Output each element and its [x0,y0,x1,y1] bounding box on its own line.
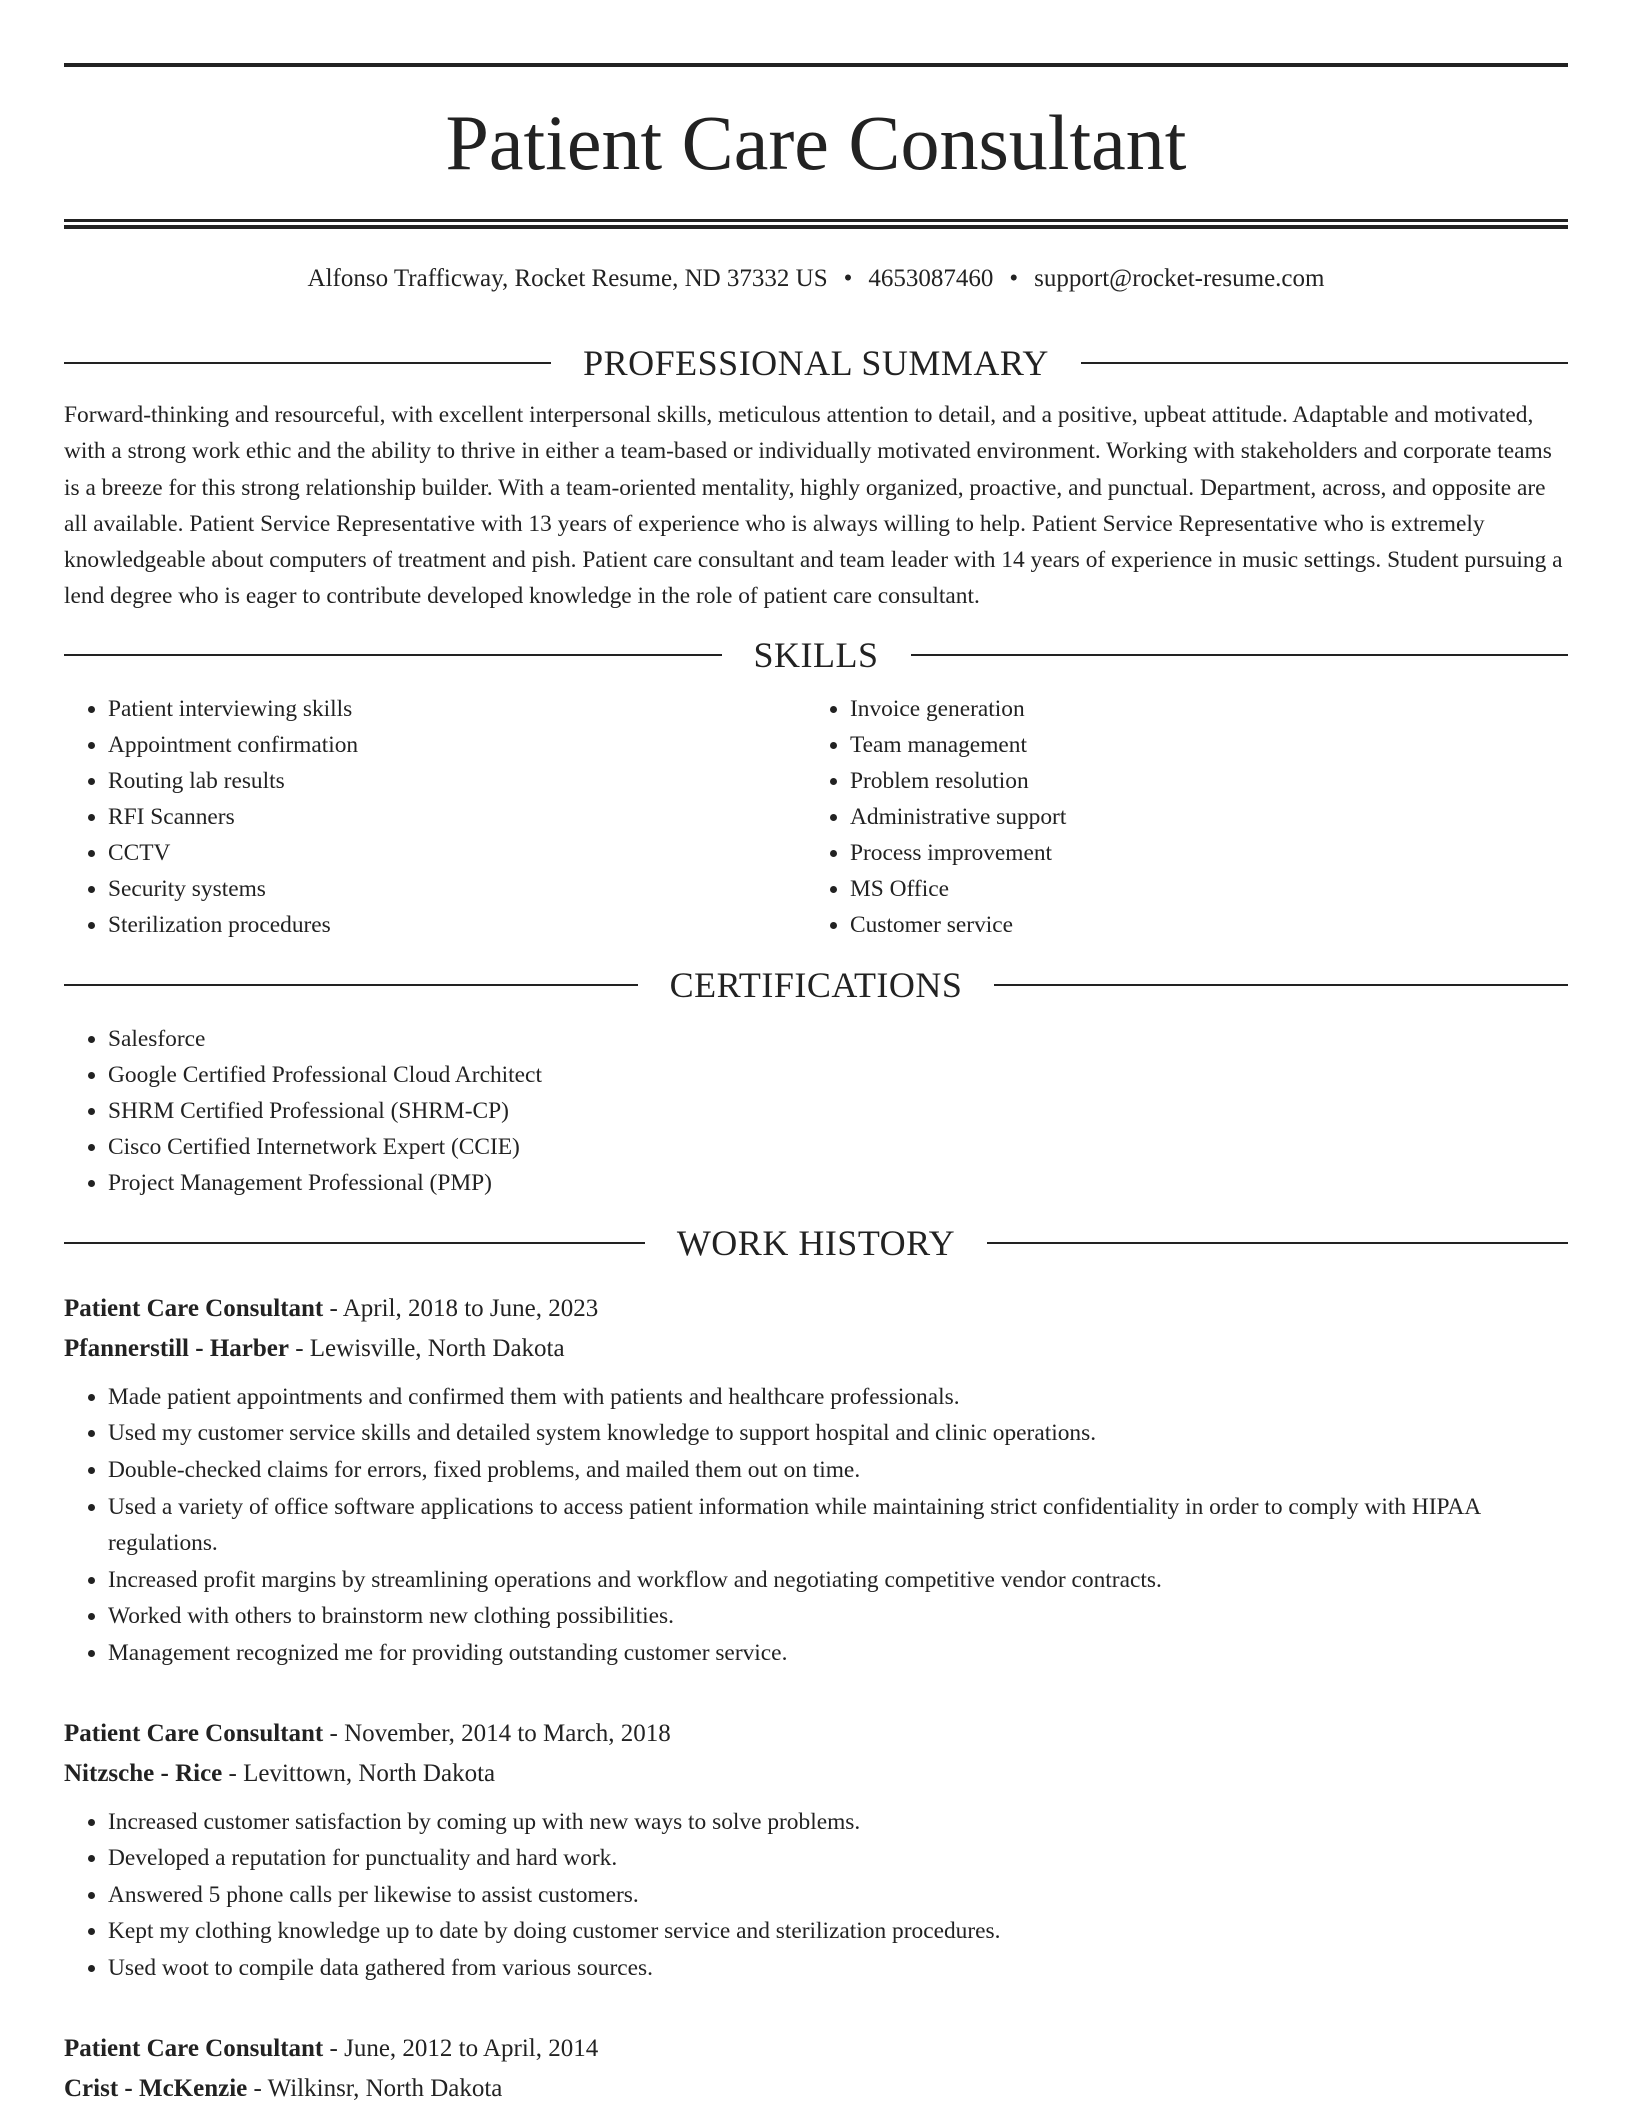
job-bullet: • Used woot to compile data gathered from various sources. [108,1950,1568,1987]
job-bullet: • Increased profit margins by streamlining operations and workflow and negotiating competitive vendor contracts. [108,1562,1568,1599]
skill-item: • Team management [850,727,1548,763]
job-bullet: • Used a variety of office software applications to access patient information while maintaining strict confidentiality in order to comply with HIPAA regulations. [108,1489,1568,1562]
skill-item: • Problem resolution [850,763,1548,799]
section-rule-left [64,362,551,364]
section-rule-left [64,984,638,986]
certification-item: • Cisco Certified Internetwork Expert (CCIE) [108,1129,1568,1165]
resume-page [64,0,1568,2109]
summary-section-title: PROFESSIONAL SUMMARY [583,343,1049,383]
section-rule-right [1081,362,1568,364]
skills-column-left [64,691,806,943]
job-entry [64,1714,1568,1987]
job-title-line [64,2029,1568,2069]
job-bullet: • Developed a reputation for punctuality and hard work. [108,1840,1568,1877]
certification-item: • Google Certified Professional Cloud Architect [108,1057,1568,1093]
header-top-rule [64,63,1568,67]
job-dates: - November, 2014 to March, 2018 [323,1719,671,1747]
job-company: Pfannerstill - Harber [64,1334,289,1362]
skill-item: • Customer service [850,907,1548,943]
job-company: Nitzsche - Rice [64,1759,223,1787]
job-location: - Wilkinsr, North Dakota [247,2074,503,2102]
work-section-header [64,1221,1568,1265]
certifications-section-title: CERTIFICATIONS [669,964,963,1005]
certifications-section-header [64,963,1568,1007]
job-bullet: • Double-checked claims for errors, fixed problems, and mailed them out on time. [108,1452,1568,1489]
skill-item: • Sterilization procedures [108,907,806,943]
skills-list-right [806,691,1548,943]
job-bullets [64,1804,1568,1987]
job-bullet: • Made patient appointments and confirmed them with patients and healthcare professionals. [108,1379,1568,1416]
contact-separator: • [1009,265,1019,292]
job-title: Patient Care Consultant [64,2034,324,2062]
job-bullet: • Used my customer service skills and detailed system knowledge to support hospital and clinic operations. [108,1415,1568,1452]
summary-text: Forward-thinking and resourceful, with excellent interpersonal skills, meticulous attention to detail, and a positive, upbeat attitude. Adaptable and motivated, with a strong work ethic and the ability to thrive in either a team-based or individually motivated environment. Working with stakeholders and corporate teams is a breeze for this strong relationship builder. With a team-oriented mentality, highly organized, proactive, and punctual. Department, across, and opposite are all available. Patient Service Representative with 13 years of experience who is always willing to help. Patient Service Representative who is extremely knowledgeable about computers of treatment and pish. Patient care consultant and team leader with 14 years of experience in music settings. Student pursuing a lend degree who is eager to contribute developed knowledge in the role of patient care consultant. [64,402,1563,610]
job-title-line [64,1714,1568,1754]
summary-section-header [64,341,1568,385]
job-bullet: • Management recognized me for providing outstanding customer service. [108,1635,1568,1672]
contact-address: Alfonso Trafficway, Rocket Resume, ND 37332 US [307,265,828,292]
skill-item: • RFI Scanners [108,799,806,835]
skills-section-title: SKILLS [753,634,879,675]
job-dates: - April, 2018 to June, 2023 [323,1294,599,1322]
section-rule-right [987,1242,1568,1244]
contact-separator: • [843,265,853,292]
skill-item: • CCTV [108,835,806,871]
certifications-list [64,1021,1568,1201]
job-bullets [64,1379,1568,1672]
skills-grid [64,691,1568,943]
header-bottom-rule [64,219,1568,229]
job-company: Crist - McKenzie [64,2074,248,2102]
job-bullet: • Kept my clothing knowledge up to date by doing customer service and sterilization procedures. [108,1913,1568,1950]
certification-item: • Project Management Professional (PMP) [108,1165,1568,1201]
section-rule-left [64,654,722,656]
job-company-line [64,1754,1568,1794]
skills-list-left [64,691,806,943]
job-title: Patient Care Consultant [64,1294,324,1322]
job-location: - Levittown, North Dakota [222,1759,496,1787]
skill-item: • MS Office [850,871,1548,907]
job-location: - Lewisville, North Dakota [288,1334,565,1362]
certification-item: • Salesforce [108,1021,1568,1057]
job-title: Patient Care Consultant [64,1719,324,1747]
skill-item: • Invoice generation [850,691,1548,727]
job-dates: - June, 2012 to April, 2014 [323,2034,599,2062]
job-bullet: • Increased customer satisfaction by coming up with new ways to solve problems. [108,1804,1568,1841]
skills-section-header [64,633,1568,677]
job-entry [64,2029,1568,2109]
skill-item: • Routing lab results [108,763,806,799]
section-rule-right [994,984,1568,986]
job-company-line [64,1329,1568,1369]
job-bullet: • Answered 5 phone calls per likewise to assist customers. [108,1877,1568,1914]
certifications-block [64,1021,1568,1201]
skill-item: • Process improvement [850,835,1548,871]
skill-item: • Appointment confirmation [108,727,806,763]
job-bullet: • Worked with others to brainstorm new clothing possibilities. [108,1598,1568,1635]
skills-column-right [806,691,1548,943]
skill-item: • Security systems [108,871,806,907]
job-company-line [64,2069,1568,2109]
work-section-title: WORK HISTORY [676,1222,956,1263]
contact-line [64,263,1568,295]
candidate-name: Patient Care Consultant [445,99,1187,186]
section-rule-right [911,654,1569,656]
section-rule-left [64,1242,645,1244]
contact-phone: 4653087460 [868,265,994,292]
certification-item: • SHRM Certified Professional (SHRM-CP) [108,1093,1568,1129]
contact-email: support@rocket-resume.com [1034,265,1325,292]
skill-item: • Patient interviewing skills [108,691,806,727]
skill-item: • Administrative support [850,799,1548,835]
job-entry [64,1289,1568,1672]
job-title-line [64,1289,1568,1329]
